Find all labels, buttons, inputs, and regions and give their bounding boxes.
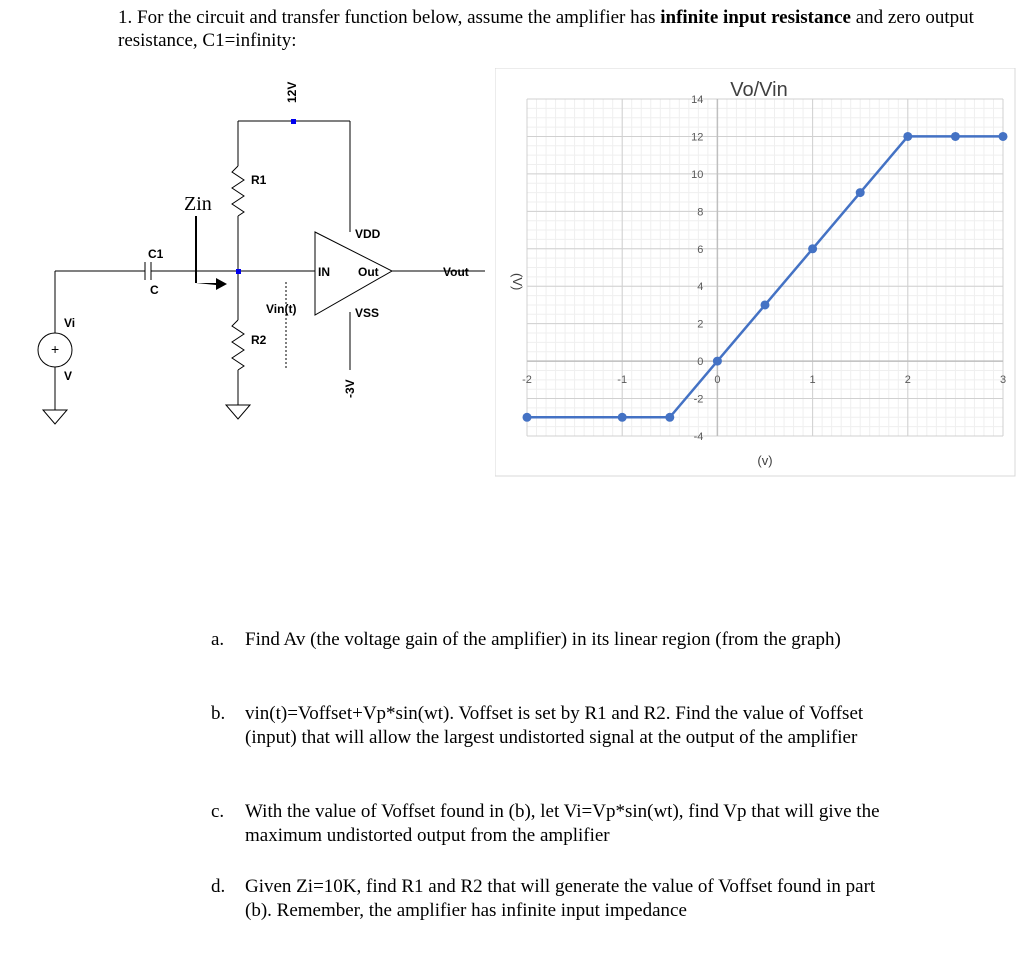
ground-symbol-r2 bbox=[226, 405, 250, 419]
data-point bbox=[999, 132, 1008, 141]
label-vdd: VDD bbox=[355, 227, 381, 241]
x-tick-label: 0 bbox=[714, 374, 721, 387]
label-c1-sub: C bbox=[150, 283, 159, 297]
ground-symbol bbox=[43, 410, 67, 424]
r1-resistor-symbol bbox=[232, 166, 244, 216]
question-label: d. bbox=[211, 876, 226, 897]
label-r2: R2 bbox=[251, 333, 267, 347]
y-tick-label: 6 bbox=[697, 243, 704, 256]
problem-text-2: and zero output resistance, C1=infinity: bbox=[118, 7, 974, 51]
label-in: IN bbox=[318, 265, 330, 279]
x-tick-label: 3 bbox=[999, 374, 1007, 387]
circuit-schematic bbox=[0, 60, 500, 440]
x-tick-label: -1 bbox=[617, 374, 628, 387]
problem-bold-1: infinite input bbox=[660, 7, 767, 28]
question-label: c. bbox=[211, 801, 225, 822]
label-zin: Zin bbox=[184, 193, 212, 215]
label-r1: R1 bbox=[251, 173, 267, 187]
x-tick-label: -2 bbox=[522, 374, 532, 387]
svg-text:+: + bbox=[51, 341, 60, 357]
data-point bbox=[903, 132, 912, 141]
y-tick-label: 4 bbox=[697, 281, 704, 294]
data-point bbox=[665, 413, 674, 422]
y-tick-label: 10 bbox=[691, 168, 704, 181]
label-vss: VSS bbox=[355, 306, 380, 320]
transfer-chart bbox=[495, 68, 1017, 478]
label-minus-3v: -3V bbox=[343, 379, 357, 398]
question-text: vin(t)=Voffset+Vp*sin(wt). Voffset is set by R1 and R2. Find the value of Voffset (input) that will allow the largest undistorted signal at the output of the amplifier bbox=[245, 703, 864, 748]
question-text: Find Av (the voltage gain of the amplifier) in its linear region (from the graph) bbox=[245, 629, 841, 650]
label-vin-t: Vin(t) bbox=[266, 302, 297, 316]
x-tick-label: 2 bbox=[904, 374, 911, 387]
problem-statement bbox=[118, 6, 978, 52]
question-text: With the value of Voffset found in (b), let Vi=Vp*sin(wt), find Vp that will give the maximum undistorted output from the amplifier bbox=[245, 801, 880, 846]
label-v: V bbox=[64, 369, 73, 383]
label-out: Out bbox=[358, 265, 379, 279]
y-tick-label: 14 bbox=[691, 94, 704, 106]
label-vi: Vi bbox=[64, 316, 76, 330]
data-point bbox=[808, 244, 817, 253]
data-point bbox=[523, 413, 532, 422]
label-vout: Vout bbox=[443, 265, 469, 279]
y-tick-label: 8 bbox=[697, 206, 704, 219]
y-tick-label: 0 bbox=[697, 356, 704, 369]
data-point bbox=[761, 300, 770, 309]
problem-bold-2: resistance bbox=[771, 7, 851, 28]
y-tick-label: -4 bbox=[693, 431, 704, 443]
x-tick-label: 1 bbox=[809, 374, 816, 387]
label-12v: 12V bbox=[285, 81, 299, 103]
y-tick-label: -2 bbox=[693, 393, 704, 406]
y-tick-label: 12 bbox=[691, 131, 704, 144]
question-label: b. bbox=[211, 703, 226, 724]
y-tick-label: 2 bbox=[697, 318, 704, 331]
data-point bbox=[951, 132, 960, 141]
chart-xlabel: (v) bbox=[757, 453, 773, 468]
question-label: a. bbox=[211, 629, 225, 650]
label-c1: C1 bbox=[148, 247, 164, 261]
data-point bbox=[713, 357, 722, 366]
chart-ylabel: (V) bbox=[510, 273, 525, 291]
question-text: Given Zi=10K, find R1 and R2 that will generate the value of Voffset found in part (b). Remember, the amplifier has infinite input impedance bbox=[245, 876, 876, 921]
r2-resistor-symbol bbox=[232, 320, 244, 370]
chart-title: Vo/Vin bbox=[730, 79, 788, 101]
problem-text: For the circuit and transfer function below, assume the amplifier has bbox=[137, 7, 661, 28]
data-point bbox=[856, 188, 865, 197]
data-point bbox=[618, 413, 627, 422]
problem-number: 1. bbox=[118, 7, 133, 28]
